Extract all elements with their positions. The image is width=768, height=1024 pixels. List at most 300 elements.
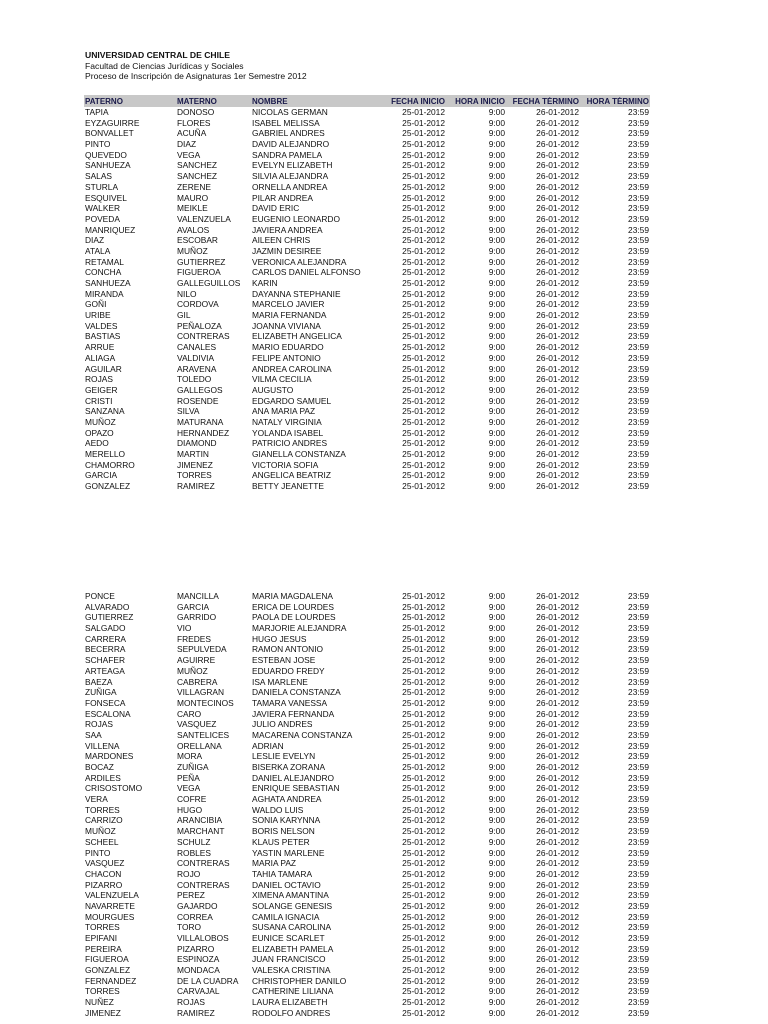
cell-fecha-termino: 26-01-2012	[536, 267, 579, 278]
cell-nombre: JOANNA VIVIANA	[252, 320, 321, 331]
cell-hora-termino: 23:59	[628, 224, 649, 235]
table-row	[84, 869, 650, 880]
cell-paterno: AEDO	[85, 438, 109, 449]
cell-fecha-termino: 26-01-2012	[536, 847, 579, 858]
cell-paterno: SANHUEZA	[85, 160, 131, 171]
cell-fecha-termino: 26-01-2012	[536, 374, 579, 385]
cell-materno: VILLAGRAN	[177, 687, 225, 698]
cell-hora-inicio: 9:00	[488, 384, 505, 395]
table-row	[84, 655, 650, 666]
cell-paterno: CARRIZO	[85, 815, 123, 826]
cell-hora-inicio: 9:00	[488, 363, 505, 374]
cell-hora-termino: 23:59	[628, 772, 649, 783]
cell-fecha-termino: 26-01-2012	[536, 986, 579, 997]
cell-hora-termino: 23:59	[628, 612, 649, 623]
cell-fecha-inicio: 25-01-2012	[402, 740, 445, 751]
cell-hora-inicio: 9:00	[488, 826, 505, 837]
cell-hora-termino: 23:59	[628, 470, 649, 481]
table-body-bottom	[84, 591, 650, 1019]
cell-nombre: ELIZABETH PAMELA	[252, 943, 334, 954]
cell-fecha-inicio: 25-01-2012	[402, 416, 445, 427]
table-row	[84, 880, 650, 891]
cell-fecha-termino: 26-01-2012	[536, 384, 579, 395]
cell-fecha-inicio: 25-01-2012	[402, 965, 445, 976]
cell-fecha-termino: 26-01-2012	[536, 352, 579, 363]
table-row	[84, 644, 650, 655]
table-row	[84, 709, 650, 720]
cell-fecha-termino: 26-01-2012	[536, 149, 579, 160]
table-row	[84, 944, 650, 955]
cell-paterno: CHACON	[85, 868, 122, 879]
cell-hora-termino: 23:59	[628, 751, 649, 762]
cell-nombre: LESLIE EVELYN	[252, 751, 316, 762]
cell-hora-inicio: 9:00	[488, 245, 505, 256]
cell-hora-termino: 23:59	[628, 847, 649, 858]
cell-hora-inicio: 9:00	[488, 655, 505, 666]
cell-fecha-inicio: 25-01-2012	[402, 836, 445, 847]
cell-paterno: BONVALLET	[85, 128, 134, 139]
cell-nombre: BISERKA ZORANA	[252, 762, 326, 772]
table-row	[84, 225, 650, 236]
cell-hora-inicio: 9:00	[488, 804, 505, 815]
cell-hora-termino: 23:59	[628, 933, 649, 943]
cell-paterno: URIBE	[85, 310, 111, 321]
cell-materno: MONDACA	[177, 965, 220, 976]
cell-hora-termino: 23:59	[628, 868, 649, 879]
cell-nombre: ERICA DE LOURDES	[252, 601, 334, 612]
table-row	[84, 342, 650, 353]
enrollment-table-bottom	[84, 591, 650, 1019]
cell-nombre: MARJORIE ALEJANDRA	[252, 623, 347, 634]
cell-hora-inicio: 9:00	[488, 171, 505, 182]
cell-fecha-inicio: 25-01-2012	[402, 160, 445, 171]
table-row	[84, 666, 650, 677]
table-row	[84, 182, 650, 193]
cell-nombre: BORIS NELSON	[252, 826, 315, 837]
cell-nombre: TAMARA VANESSA	[252, 697, 328, 708]
cell-paterno: SALGADO	[85, 623, 126, 634]
cell-paterno: ALVARADO	[85, 601, 130, 612]
cell-hora-inicio: 9:00	[488, 676, 505, 687]
table-row	[84, 481, 650, 492]
cell-fecha-inicio: 25-01-2012	[402, 363, 445, 374]
cell-materno: PIZARRO	[177, 943, 215, 954]
cell-fecha-inicio: 25-01-2012	[402, 655, 445, 666]
cell-hora-inicio: 9:00	[488, 288, 505, 299]
cell-nombre: HUGO JESUS	[252, 633, 307, 644]
cell-fecha-inicio: 25-01-2012	[402, 804, 445, 815]
table-row	[84, 353, 650, 364]
cell-fecha-termino: 26-01-2012	[536, 299, 579, 310]
cell-fecha-termino: 26-01-2012	[536, 245, 579, 256]
cell-nombre: MARIA MAGDALENA	[252, 591, 333, 601]
cell-fecha-termino: 26-01-2012	[536, 203, 579, 214]
cell-nombre: GABRIEL ANDRES	[252, 128, 325, 139]
cell-nombre: EUGENIO LEONARDO	[252, 213, 340, 224]
cell-paterno: ATALA	[85, 245, 111, 256]
cell-fecha-termino: 26-01-2012	[536, 868, 579, 879]
cell-hora-inicio: 9:00	[488, 374, 505, 385]
cell-hora-inicio: 9:00	[488, 933, 505, 943]
cell-fecha-termino: 26-01-2012	[536, 459, 579, 470]
cell-fecha-inicio: 25-01-2012	[402, 107, 445, 117]
cell-hora-inicio: 9:00	[488, 235, 505, 246]
cell-nombre: FELIPE ANTONIO	[252, 352, 321, 363]
cell-materno: CARVAJAL	[177, 986, 220, 997]
cell-nombre: KLAUS PETER	[252, 836, 310, 847]
table-row	[84, 310, 650, 321]
cell-hora-inicio: 9:00	[488, 406, 505, 417]
cell-fecha-termino: 26-01-2012	[536, 772, 579, 783]
cell-hora-inicio: 9:00	[488, 687, 505, 698]
cell-materno: SEPULVEDA	[177, 644, 227, 655]
cell-materno: GUTIERREZ	[177, 256, 226, 267]
cell-hora-inicio: 9:00	[488, 943, 505, 954]
cell-fecha-inicio: 25-01-2012	[402, 481, 445, 492]
cell-paterno: MUÑOZ	[85, 416, 116, 427]
cell-nombre: JAZMIN DESIREE	[252, 245, 322, 256]
cell-fecha-termino: 26-01-2012	[536, 783, 579, 794]
cell-fecha-termino: 26-01-2012	[536, 213, 579, 224]
cell-hora-inicio: 9:00	[488, 149, 505, 160]
cell-nombre: MARCELO JAVIER	[252, 299, 325, 310]
table-row	[84, 203, 650, 214]
cell-fecha-inicio: 25-01-2012	[402, 868, 445, 879]
column-header-fecha-inicio: FECHA INICIO	[391, 96, 445, 106]
cell-fecha-termino: 26-01-2012	[536, 288, 579, 299]
cell-hora-termino: 23:59	[628, 438, 649, 449]
cell-hora-inicio: 9:00	[488, 416, 505, 427]
cell-hora-termino: 23:59	[628, 633, 649, 644]
cell-hora-inicio: 9:00	[488, 783, 505, 794]
cell-fecha-termino: 26-01-2012	[536, 644, 579, 655]
cell-materno: COFRE	[177, 794, 207, 805]
cell-paterno: NAVARRETE	[85, 900, 135, 911]
cell-materno: SANCHEZ	[177, 160, 218, 171]
cell-materno: ORELLANA	[177, 740, 222, 751]
cell-hora-termino: 23:59	[628, 879, 649, 890]
cell-materno: RAMIREZ	[177, 481, 215, 492]
table-row	[84, 922, 650, 933]
cell-fecha-inicio: 25-01-2012	[402, 374, 445, 385]
table-row	[84, 364, 650, 375]
cell-fecha-termino: 26-01-2012	[536, 943, 579, 954]
cell-paterno: OPAZO	[85, 427, 114, 438]
cell-fecha-inicio: 25-01-2012	[402, 719, 445, 730]
cell-paterno: SANHUEZA	[85, 278, 131, 288]
cell-hora-inicio: 9:00	[488, 107, 505, 117]
cell-nombre: EDGARDO SAMUEL	[252, 395, 332, 406]
cell-paterno: ARDILES	[85, 772, 121, 783]
cell-fecha-termino: 26-01-2012	[536, 740, 579, 751]
cell-nombre: CHRISTOPHER DANILO	[252, 975, 347, 986]
cell-hora-inicio: 9:00	[488, 192, 505, 203]
cell-paterno: FERNANDEZ	[85, 975, 137, 986]
cell-paterno: ROJAS	[85, 374, 113, 385]
cell-hora-termino: 23:59	[628, 213, 649, 224]
cell-materno: MONTECINOS	[177, 697, 234, 708]
cell-hora-termino: 23:59	[628, 601, 649, 612]
table-row	[84, 267, 650, 278]
cell-paterno: GONZALEZ	[85, 965, 131, 976]
cell-hora-inicio: 9:00	[488, 729, 505, 740]
cell-fecha-inicio: 25-01-2012	[402, 427, 445, 438]
cell-nombre: AUGUSTO	[252, 384, 294, 395]
cell-materno: MORA	[177, 751, 203, 762]
cell-paterno: BASTIAS	[85, 331, 121, 342]
cell-hora-termino: 23:59	[628, 459, 649, 470]
cell-fecha-termino: 26-01-2012	[536, 879, 579, 890]
cell-hora-termino: 23:59	[628, 804, 649, 815]
cell-fecha-inicio: 25-01-2012	[402, 986, 445, 997]
cell-nombre: DAYANNA STEPHANIE	[252, 288, 341, 299]
cell-hora-termino: 23:59	[628, 665, 649, 676]
cell-fecha-inicio: 25-01-2012	[402, 591, 445, 601]
cell-paterno: TORRES	[85, 986, 120, 997]
table-row	[84, 687, 650, 698]
cell-fecha-inicio: 25-01-2012	[402, 342, 445, 353]
cell-hora-inicio: 9:00	[488, 278, 505, 288]
cell-nombre: KARIN	[252, 278, 278, 288]
cell-fecha-termino: 26-01-2012	[536, 911, 579, 922]
cell-materno: DIAZ	[177, 139, 197, 150]
cell-hora-termino: 23:59	[628, 986, 649, 997]
cell-hora-termino: 23:59	[628, 815, 649, 826]
cell-materno: ACUÑA	[177, 128, 207, 139]
cell-hora-termino: 23:59	[628, 1007, 649, 1018]
table-row	[84, 438, 650, 449]
cell-fecha-termino: 26-01-2012	[536, 128, 579, 139]
cell-hora-inicio: 9:00	[488, 310, 505, 321]
cell-hora-termino: 23:59	[628, 826, 649, 837]
cell-hora-inicio: 9:00	[488, 975, 505, 986]
enrollment-table-top	[84, 95, 650, 492]
cell-nombre: BETTY JEANETTE	[252, 481, 324, 492]
cell-materno: CORDOVA	[177, 299, 219, 310]
table-row	[84, 783, 650, 794]
cell-paterno: SALAS	[85, 171, 113, 182]
cell-hora-termino: 23:59	[628, 160, 649, 171]
cell-materno: MANCILLA	[177, 591, 219, 601]
cell-nombre: ORNELLA ANDREA	[252, 181, 328, 192]
table-row	[84, 139, 650, 150]
table-row	[84, 331, 650, 342]
cell-fecha-inicio: 25-01-2012	[402, 687, 445, 698]
table-row	[84, 912, 650, 923]
cell-fecha-inicio: 25-01-2012	[402, 192, 445, 203]
cell-fecha-termino: 26-01-2012	[536, 591, 579, 601]
column-header-nombre: NOMBRE	[252, 96, 288, 106]
cell-hora-inicio: 9:00	[488, 320, 505, 331]
table-row	[84, 193, 650, 204]
cell-hora-termino: 23:59	[628, 783, 649, 794]
cell-paterno: GONZALEZ	[85, 481, 131, 492]
cell-fecha-termino: 26-01-2012	[536, 954, 579, 965]
cell-fecha-inicio: 25-01-2012	[402, 601, 445, 612]
cell-paterno: ARTEAGA	[85, 665, 125, 676]
table-row	[84, 449, 650, 460]
cell-fecha-termino: 26-01-2012	[536, 975, 579, 986]
cell-nombre: CARLOS DANIEL ALFONSO	[252, 267, 361, 278]
cell-paterno: QUEVEDO	[85, 149, 127, 160]
cell-fecha-termino: 26-01-2012	[536, 751, 579, 762]
cell-materno: CONTRERAS	[177, 879, 230, 890]
cell-hora-termino: 23:59	[628, 352, 649, 363]
cell-fecha-inicio: 25-01-2012	[402, 384, 445, 395]
cell-fecha-inicio: 25-01-2012	[402, 139, 445, 150]
cell-materno: MARTIN	[177, 449, 209, 459]
cell-fecha-inicio: 25-01-2012	[402, 299, 445, 310]
cell-paterno: SCHAFER	[85, 655, 126, 666]
cell-fecha-termino: 26-01-2012	[536, 858, 579, 869]
cell-paterno: ESQUIVEL	[85, 192, 127, 203]
cell-paterno: CHAMORRO	[85, 459, 135, 470]
table-row	[84, 235, 650, 246]
cell-hora-inicio: 9:00	[488, 267, 505, 278]
cell-materno: PEÑALOZA	[177, 320, 222, 331]
cell-hora-termino: 23:59	[628, 117, 649, 128]
cell-fecha-inicio: 25-01-2012	[402, 256, 445, 267]
cell-paterno: ROJAS	[85, 719, 113, 730]
cell-nombre: DAVID ERIC	[252, 203, 300, 214]
cell-fecha-termino: 26-01-2012	[536, 687, 579, 698]
cell-materno: CONTRERAS	[177, 331, 230, 342]
cell-hora-inicio: 9:00	[488, 697, 505, 708]
table-row	[84, 773, 650, 784]
cell-fecha-termino: 26-01-2012	[536, 836, 579, 847]
table-row	[84, 954, 650, 965]
cell-fecha-termino: 26-01-2012	[536, 256, 579, 267]
cell-materno: ARANCIBIA	[177, 815, 223, 826]
table-row	[84, 602, 650, 613]
cell-fecha-termino: 26-01-2012	[536, 331, 579, 342]
table-row	[84, 171, 650, 182]
table-row	[84, 848, 650, 859]
cell-fecha-termino: 26-01-2012	[536, 363, 579, 374]
cell-nombre: XIMENA AMANTINA	[252, 890, 329, 901]
cell-materno: MEIKLE	[177, 203, 208, 214]
cell-materno: ARAVENA	[177, 363, 217, 374]
cell-fecha-inicio: 25-01-2012	[402, 331, 445, 342]
table-row	[84, 246, 650, 257]
cell-hora-termino: 23:59	[628, 943, 649, 954]
cell-fecha-inicio: 25-01-2012	[402, 879, 445, 890]
table-row	[84, 460, 650, 471]
cell-nombre: DAVID ALEJANDRO	[252, 139, 330, 150]
cell-hora-termino: 23:59	[628, 395, 649, 406]
cell-nombre: PATRICIO ANDRES	[252, 438, 328, 449]
cell-fecha-termino: 26-01-2012	[536, 171, 579, 182]
cell-hora-termino: 23:59	[628, 192, 649, 203]
cell-nombre: ELIZABETH ANGELICA	[252, 331, 342, 342]
column-header-materno: MATERNO	[177, 96, 217, 106]
cell-hora-inicio: 9:00	[488, 160, 505, 171]
cell-fecha-inicio: 25-01-2012	[402, 665, 445, 676]
cell-fecha-inicio: 25-01-2012	[402, 117, 445, 128]
cell-fecha-inicio: 25-01-2012	[402, 213, 445, 224]
cell-paterno: TORRES	[85, 922, 120, 933]
cell-fecha-inicio: 25-01-2012	[402, 612, 445, 623]
cell-hora-termino: 23:59	[628, 128, 649, 139]
cell-nombre: AGHATA ANDREA	[252, 794, 322, 805]
cell-materno: HERNANDEZ	[177, 427, 230, 438]
cell-fecha-termino: 26-01-2012	[536, 449, 579, 459]
cell-hora-inicio: 9:00	[488, 224, 505, 235]
cell-hora-termino: 23:59	[628, 729, 649, 740]
cell-paterno: MERELLO	[85, 449, 126, 459]
cell-nombre: RAMON ANTONIO	[252, 644, 324, 655]
cell-fecha-inicio: 25-01-2012	[402, 438, 445, 449]
table-row	[84, 730, 650, 741]
cell-hora-inicio: 9:00	[488, 633, 505, 644]
cell-fecha-termino: 26-01-2012	[536, 235, 579, 246]
cell-fecha-termino: 26-01-2012	[536, 107, 579, 117]
cell-hora-termino: 23:59	[628, 299, 649, 310]
cell-hora-inicio: 9:00	[488, 139, 505, 150]
cell-fecha-termino: 26-01-2012	[536, 278, 579, 288]
cell-paterno: VASQUEZ	[85, 858, 125, 869]
cell-fecha-termino: 26-01-2012	[536, 933, 579, 943]
cell-materno: MATURANA	[177, 416, 224, 427]
cell-paterno: ALIAGA	[85, 352, 116, 363]
cell-fecha-termino: 26-01-2012	[536, 139, 579, 150]
cell-paterno: PINTO	[85, 847, 111, 858]
cell-nombre: RODOLFO ANDRES	[252, 1007, 331, 1018]
table-row	[84, 118, 650, 129]
cell-hora-termino: 23:59	[628, 288, 649, 299]
cell-paterno: BAEZA	[85, 676, 113, 687]
cell-fecha-inicio: 25-01-2012	[402, 320, 445, 331]
cell-paterno: NUÑEZ	[85, 997, 114, 1008]
cell-fecha-termino: 26-01-2012	[536, 438, 579, 449]
cell-hora-inicio: 9:00	[488, 954, 505, 965]
cell-hora-termino: 23:59	[628, 331, 649, 342]
cell-materno: GALLEGOS	[177, 384, 223, 395]
cell-nombre: MARIA FERNANDA	[252, 310, 327, 321]
cell-hora-termino: 23:59	[628, 416, 649, 427]
cell-paterno: PEREIRA	[85, 943, 122, 954]
table-row	[84, 965, 650, 976]
cell-nombre: SILVIA ALEJANDRA	[252, 171, 329, 182]
table-row	[84, 805, 650, 816]
cell-paterno: MANRIQUEZ	[85, 224, 136, 235]
cell-hora-termino: 23:59	[628, 890, 649, 901]
cell-paterno: CONCHA	[85, 267, 122, 278]
cell-fecha-inicio: 25-01-2012	[402, 310, 445, 321]
cell-materno: VIO	[177, 623, 192, 634]
cell-nombre: DANIEL OCTAVIO	[252, 879, 321, 890]
process-title: Proceso de Inscripción de Asignaturas 1er Semestre 2012	[85, 71, 307, 81]
cell-hora-termino: 23:59	[628, 719, 649, 730]
table-row	[84, 128, 650, 139]
table-header-row	[84, 95, 650, 107]
cell-fecha-inicio: 25-01-2012	[402, 826, 445, 837]
cell-paterno: AGUILAR	[85, 363, 122, 374]
table-row	[84, 160, 650, 171]
cell-hora-inicio: 9:00	[488, 911, 505, 922]
table-row	[84, 933, 650, 944]
cell-fecha-inicio: 25-01-2012	[402, 815, 445, 826]
cell-paterno: SCHEEL	[85, 836, 119, 847]
cell-nombre: DANIEL ALEJANDRO	[252, 772, 335, 783]
cell-hora-inicio: 9:00	[488, 836, 505, 847]
cell-nombre: YOLANDA ISABEL	[252, 427, 324, 438]
cell-nombre: WALDO LUIS	[252, 804, 304, 815]
cell-paterno: FONSECA	[85, 697, 126, 708]
cell-fecha-inicio: 25-01-2012	[402, 171, 445, 182]
cell-hora-termino: 23:59	[628, 203, 649, 214]
cell-fecha-inicio: 25-01-2012	[402, 459, 445, 470]
